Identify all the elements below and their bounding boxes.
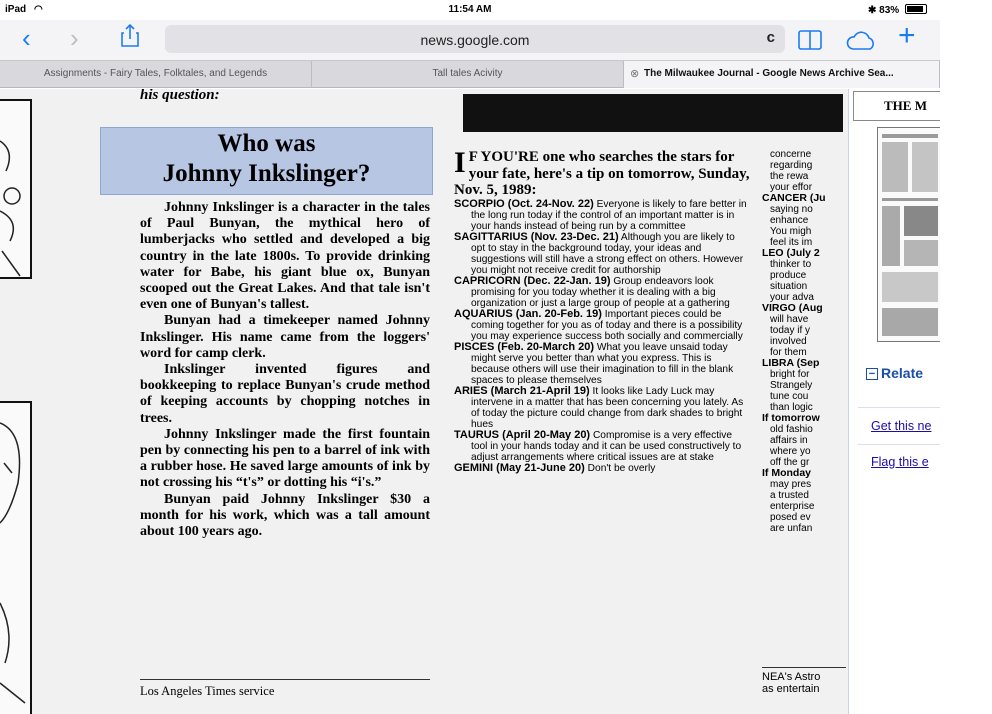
- share-icon: [120, 24, 140, 48]
- column-line: enhance: [770, 215, 809, 226]
- get-this-news-link[interactable]: Get this ne: [871, 419, 932, 433]
- article-paragraph: Inkslinger invented figures and bookkeeping to replace Bunyan's crude method of keeping accounts by chopping notches in trees.: [140, 362, 430, 426]
- column-line: the rewa: [770, 171, 809, 182]
- column-line: feel its im: [770, 237, 813, 248]
- sign-text: What you leave unsaid today might serve you better than what you express. This is because others will use their imagination to fill in the blank spaces to please themselves: [471, 341, 734, 386]
- column-line: for them: [770, 347, 807, 358]
- newspaper-thumbnail-title: THE M: [853, 91, 940, 121]
- column-line: thinker to: [770, 259, 812, 270]
- bookmarks-button[interactable]: [798, 27, 822, 55]
- column-line: may pres: [770, 479, 812, 490]
- column-line: are unfan: [770, 523, 813, 534]
- horoscope-sign: [454, 276, 750, 309]
- collapse-icon: −: [866, 368, 878, 380]
- reload-button[interactable]: c: [766, 29, 775, 46]
- column-line: concerne: [770, 149, 812, 160]
- back-button[interactable]: ‹: [22, 23, 31, 53]
- sign-name: SCORPIO (Oct. 24-Nov. 22): [454, 197, 594, 210]
- column-line: VIRGO (Aug: [762, 302, 823, 314]
- tab-tall-tales[interactable]: [312, 61, 624, 88]
- cloud-icon: [845, 31, 877, 51]
- footer-line: NEA's Astro: [762, 671, 821, 683]
- sign-name: TAURUS (April 20-May 20): [454, 428, 591, 441]
- status-bar: [0, 0, 992, 20]
- sign-name: PISCES (Feb. 20-March 20): [454, 340, 594, 353]
- sign-text: Don't be overly: [587, 462, 656, 474]
- column-line: If Monday: [762, 467, 811, 479]
- wifi-icon: ◠: [34, 4, 43, 15]
- sign-text: Although you are likely to opt to stay in the background today, your ideas and suggestions will still have a strong effect on others. However you might not receive credit for authorship: [471, 231, 744, 276]
- device-name: iPad: [5, 4, 27, 15]
- column-line: a trusted: [770, 490, 809, 501]
- sign-text: Important pieces could be coming together for you as of today and there is a possibility you may experience success both socially and commercially: [471, 308, 743, 342]
- column-line: your adva: [770, 292, 814, 303]
- column-line: than logic: [770, 402, 813, 413]
- column-line: will have: [770, 314, 809, 325]
- article-paragraph: Johnny Inkslinger made the first fountain pen by connecting his pen to a barrel of ink with a rubber hose. He saved large amounts of ink by not crossing his “t's” or dotting his “i's.”: [140, 426, 430, 491]
- column-footer: [762, 667, 846, 695]
- divider: [858, 407, 940, 408]
- tab-assignments[interactable]: [0, 61, 312, 88]
- forward-button[interactable]: ›: [70, 23, 79, 53]
- sign-name: AQUARIUS (Jan. 20-Feb. 19): [454, 307, 602, 320]
- article-paragraph: Johnny Inkslinger is a character in the tales of Paul Bunyan, the mythical hero of lumberjacks who settled and developed a big country in the late 1800s. To provide drinking water for Babe, his giant blue ox, Bunyan scooped out the Great Lakes. And that tale isn't even one of Bunyan's tallest.: [140, 200, 430, 313]
- address-bar[interactable]: [165, 25, 785, 53]
- related-label: Relate: [881, 365, 924, 381]
- battery-icon: [905, 4, 927, 14]
- comic-drawing: [0, 403, 30, 714]
- tab-title: Tall tales Acivity: [432, 68, 503, 79]
- horoscope-column: [454, 146, 750, 474]
- column-line: affairs in: [770, 435, 808, 446]
- sign-text: Group endeavors look promising for you today whether it is dealing with a big organization or just a large group of people at a gathering: [471, 275, 730, 309]
- column-lines: [762, 149, 846, 534]
- column-line: CANCER (Ju: [762, 192, 826, 204]
- tab-title: The Milwaukee Journal - Google News Archive Sea...: [644, 68, 894, 79]
- column-line: situation: [770, 281, 808, 292]
- sign-text: Compromise is a very effective tool in your hands today and it can be used constructively to adjust arrangements where critical issues are at stake: [471, 429, 742, 463]
- sign-text: It looks like Lady Luck may intervene in a matter that has been concerning you lately. As of today the picture could change from dark shades to bright hues: [471, 385, 744, 430]
- related-toggle[interactable]: [866, 365, 940, 381]
- intro-text: F YOU'RE one who searches the stars for your fate, here's a tip on tomorrow, Sunday, Nov. 5, 1989:: [454, 149, 750, 198]
- article-byline: Los Angeles Times service: [140, 679, 430, 699]
- drop-cap: I: [454, 146, 466, 179]
- sign-name: SAGITTARIUS (Nov. 23-Dec. 21): [454, 230, 619, 243]
- comic-drawing: [0, 101, 30, 279]
- background-edge: [940, 0, 992, 714]
- divider: [858, 444, 940, 445]
- archive-sidebar: [848, 89, 940, 714]
- icloud-tabs-button[interactable]: [845, 28, 877, 56]
- column-line: You migh: [770, 226, 812, 237]
- article-paragraph: Bunyan had a timekeeper named Johnny Inkslinger. His name came from the loggers' word for camp clerk.: [140, 313, 430, 361]
- headline-line-1: Who was: [217, 130, 316, 157]
- column-line: bright for: [770, 369, 810, 380]
- column-line: saying no: [770, 204, 813, 215]
- column-line: off the gr: [770, 457, 810, 468]
- column-line: involved: [770, 336, 807, 347]
- article-body: [140, 200, 430, 540]
- horoscope-sign: [454, 199, 750, 232]
- newspaper-viewer[interactable]: [0, 89, 940, 714]
- kicker-text: his question:: [140, 89, 220, 103]
- column-line: Strangely: [770, 380, 813, 391]
- browser-toolbar: [0, 20, 940, 60]
- url-text: news.google.com: [420, 32, 530, 48]
- book-icon: [798, 30, 822, 50]
- column-line: LEO (July 2: [762, 247, 820, 259]
- sign-name: GEMINI (May 21-June 20): [454, 461, 585, 474]
- page-thumbnail[interactable]: [877, 127, 940, 342]
- horoscope-sign: [454, 463, 750, 474]
- column-line: today if y: [770, 325, 811, 336]
- share-button[interactable]: [120, 24, 140, 53]
- column-line: If tomorrow: [762, 412, 820, 424]
- horoscope-column-continued: [762, 149, 846, 709]
- column-line: your effor: [770, 182, 813, 193]
- headline-line-2: Johnny Inkslinger?: [162, 160, 371, 187]
- column-line: where yo: [770, 446, 811, 457]
- close-tab-icon[interactable]: ⊗: [630, 68, 640, 80]
- horoscope-sign: [454, 309, 750, 342]
- horoscope-intro: [454, 146, 750, 199]
- article-paragraph: Bunyan paid Johnny Inkslinger $30 a month for his work, which was a tall amount about 100 years ago.: [140, 491, 430, 540]
- article-headline: [100, 127, 433, 189]
- comic-panel: [0, 401, 32, 714]
- flag-link[interactable]: Flag this e: [871, 455, 929, 469]
- sign-name: ARIES (March 21-April 19): [454, 384, 590, 397]
- comic-panel: [0, 99, 32, 279]
- horoscope-sign: [454, 342, 750, 386]
- footer-line: as entertain: [762, 683, 820, 695]
- horoscope-sign: [454, 386, 750, 430]
- battery-indicator: [868, 4, 927, 16]
- printed-black-rule: [463, 94, 843, 132]
- tab-title: Assignments - Fairy Tales, Folktales, and Legends: [43, 68, 268, 79]
- column-line: enterprise: [770, 501, 815, 512]
- tab-milwaukee-journal[interactable]: [624, 61, 940, 88]
- column-line: regarding: [770, 160, 813, 171]
- horoscope-sign: [454, 430, 750, 463]
- sign-text: Everyone is likely to fare better in the long run today if the control of an important matter is in your hands instead of being run by a committee: [471, 198, 747, 232]
- column-line: tune cou: [770, 391, 809, 402]
- column-line: old fashio: [770, 424, 813, 435]
- sign-name: CAPRICORN (Dec. 22-Jan. 19): [454, 274, 611, 287]
- bluetooth-icon: ✱: [868, 5, 877, 16]
- column-line: LIBRA (Sep: [762, 357, 820, 369]
- tab-bar: [0, 60, 940, 88]
- new-tab-button[interactable]: +: [898, 19, 916, 52]
- column-line: posed ev: [770, 512, 811, 523]
- horoscope-sign: [454, 232, 750, 276]
- column-line: produce: [770, 270, 807, 281]
- battery-percent: 83%: [879, 5, 900, 16]
- clock: 11:54 AM: [448, 4, 492, 15]
